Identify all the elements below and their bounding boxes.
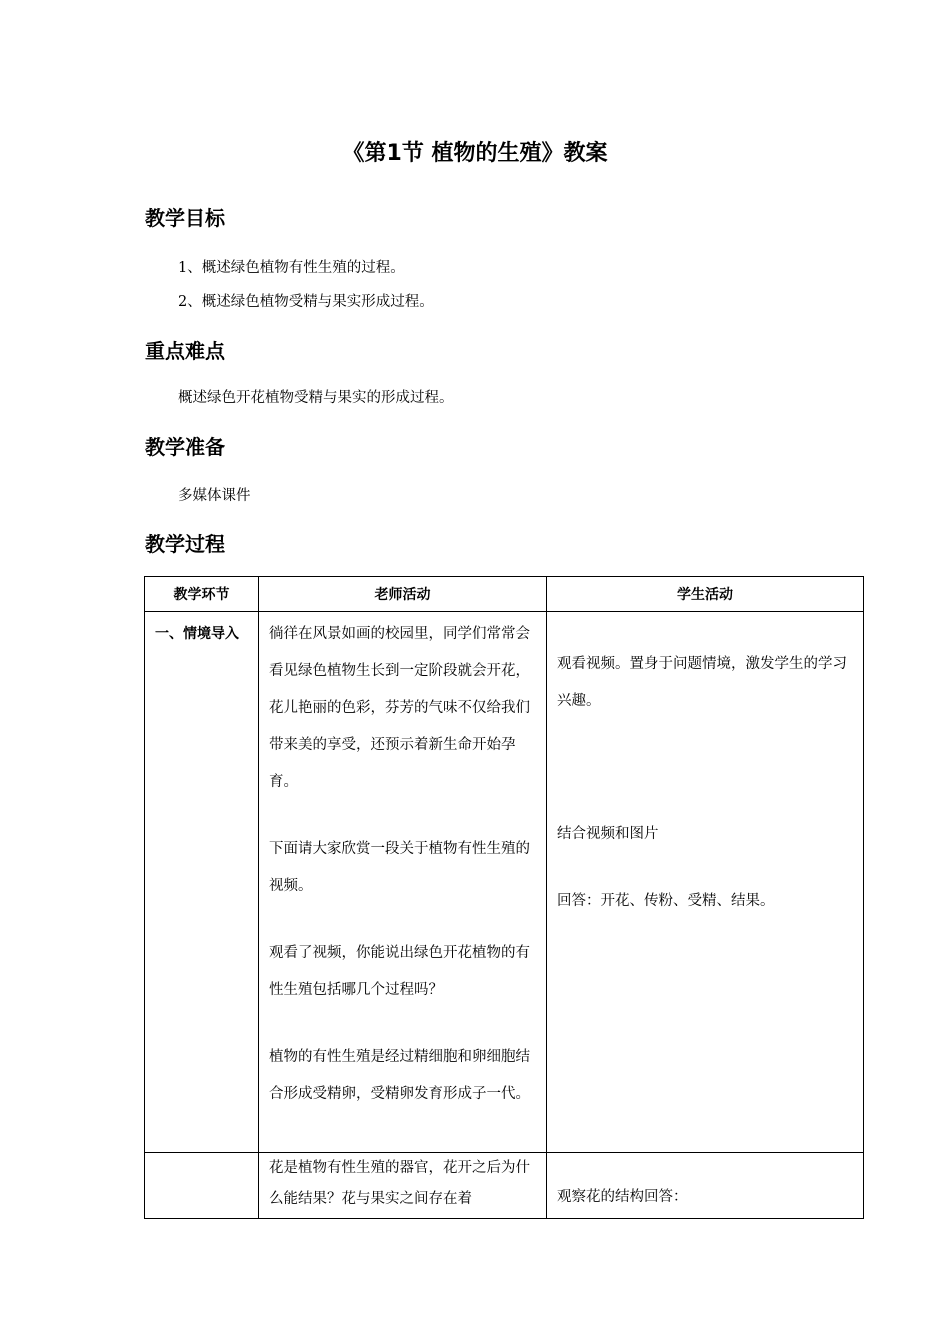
teacher-paragraph: 徜徉在风景如画的校园里，同学们常常会看见绿色植物生长到一定阶段就会开花，花儿艳丽的色彩，芬芳的气味不仅给我们带来美的享受，还预示着新生命开始孕育。	[269, 626, 530, 790]
header-stage: 教学环节	[145, 577, 259, 612]
teacher-cell	[259, 612, 547, 1153]
student-paragraph: 回答：开花、传粉、受精、结果。	[557, 893, 775, 909]
teacher-paragraph: 花是植物有性生殖的器官，花开之后为什么能结果？花与果实之间存在着	[269, 1160, 530, 1207]
table-header-row	[145, 577, 864, 612]
process-table	[144, 576, 864, 1219]
header-teacher: 老师活动	[259, 577, 547, 612]
student-paragraph: 观察花的结构回答：	[557, 1189, 688, 1205]
student-cell	[547, 612, 864, 1153]
stage-cell	[145, 612, 259, 1153]
heading-teaching-prep: 教学准备	[145, 435, 225, 459]
stage-cell	[145, 1153, 259, 1219]
key-points-text: 概述绿色开花植物受精与果实的形成过程。	[178, 390, 454, 406]
student-paragraph: 结合视频和图片	[557, 826, 659, 842]
heading-key-points: 重点难点	[145, 339, 225, 363]
table-row	[145, 1153, 864, 1219]
document-title: 《第1节 植物的生殖》教案	[342, 141, 608, 166]
teaching-prep-text: 多媒体课件	[178, 488, 251, 504]
header-student: 学生活动	[547, 577, 864, 612]
stage-label: 一、情境导入	[155, 626, 239, 642]
heading-teaching-process: 教学过程	[145, 532, 225, 556]
student-cell	[547, 1153, 864, 1219]
heading-teaching-goals: 教学目标	[145, 206, 225, 230]
goal-item-2: 2、概述绿色植物受精与果实形成过程。	[178, 294, 434, 310]
table-row	[145, 612, 864, 1153]
student-paragraph: 观看视频。置身于问题情境，激发学生的学习兴趣。	[557, 656, 847, 709]
teacher-cell	[259, 1153, 547, 1219]
teacher-paragraph: 植物的有性生殖是经过精细胞和卵细胞结合形成受精卵，受精卵发育形成子一代。	[269, 1049, 530, 1102]
teacher-paragraph: 观看了视频，你能说出绿色开花植物的有性生殖包括哪几个过程吗？	[269, 945, 530, 998]
teacher-paragraph: 下面请大家欣赏一段关于植物有性生殖的视频。	[269, 841, 530, 894]
goal-item-1: 1、概述绿色植物有性生殖的过程。	[178, 260, 405, 276]
